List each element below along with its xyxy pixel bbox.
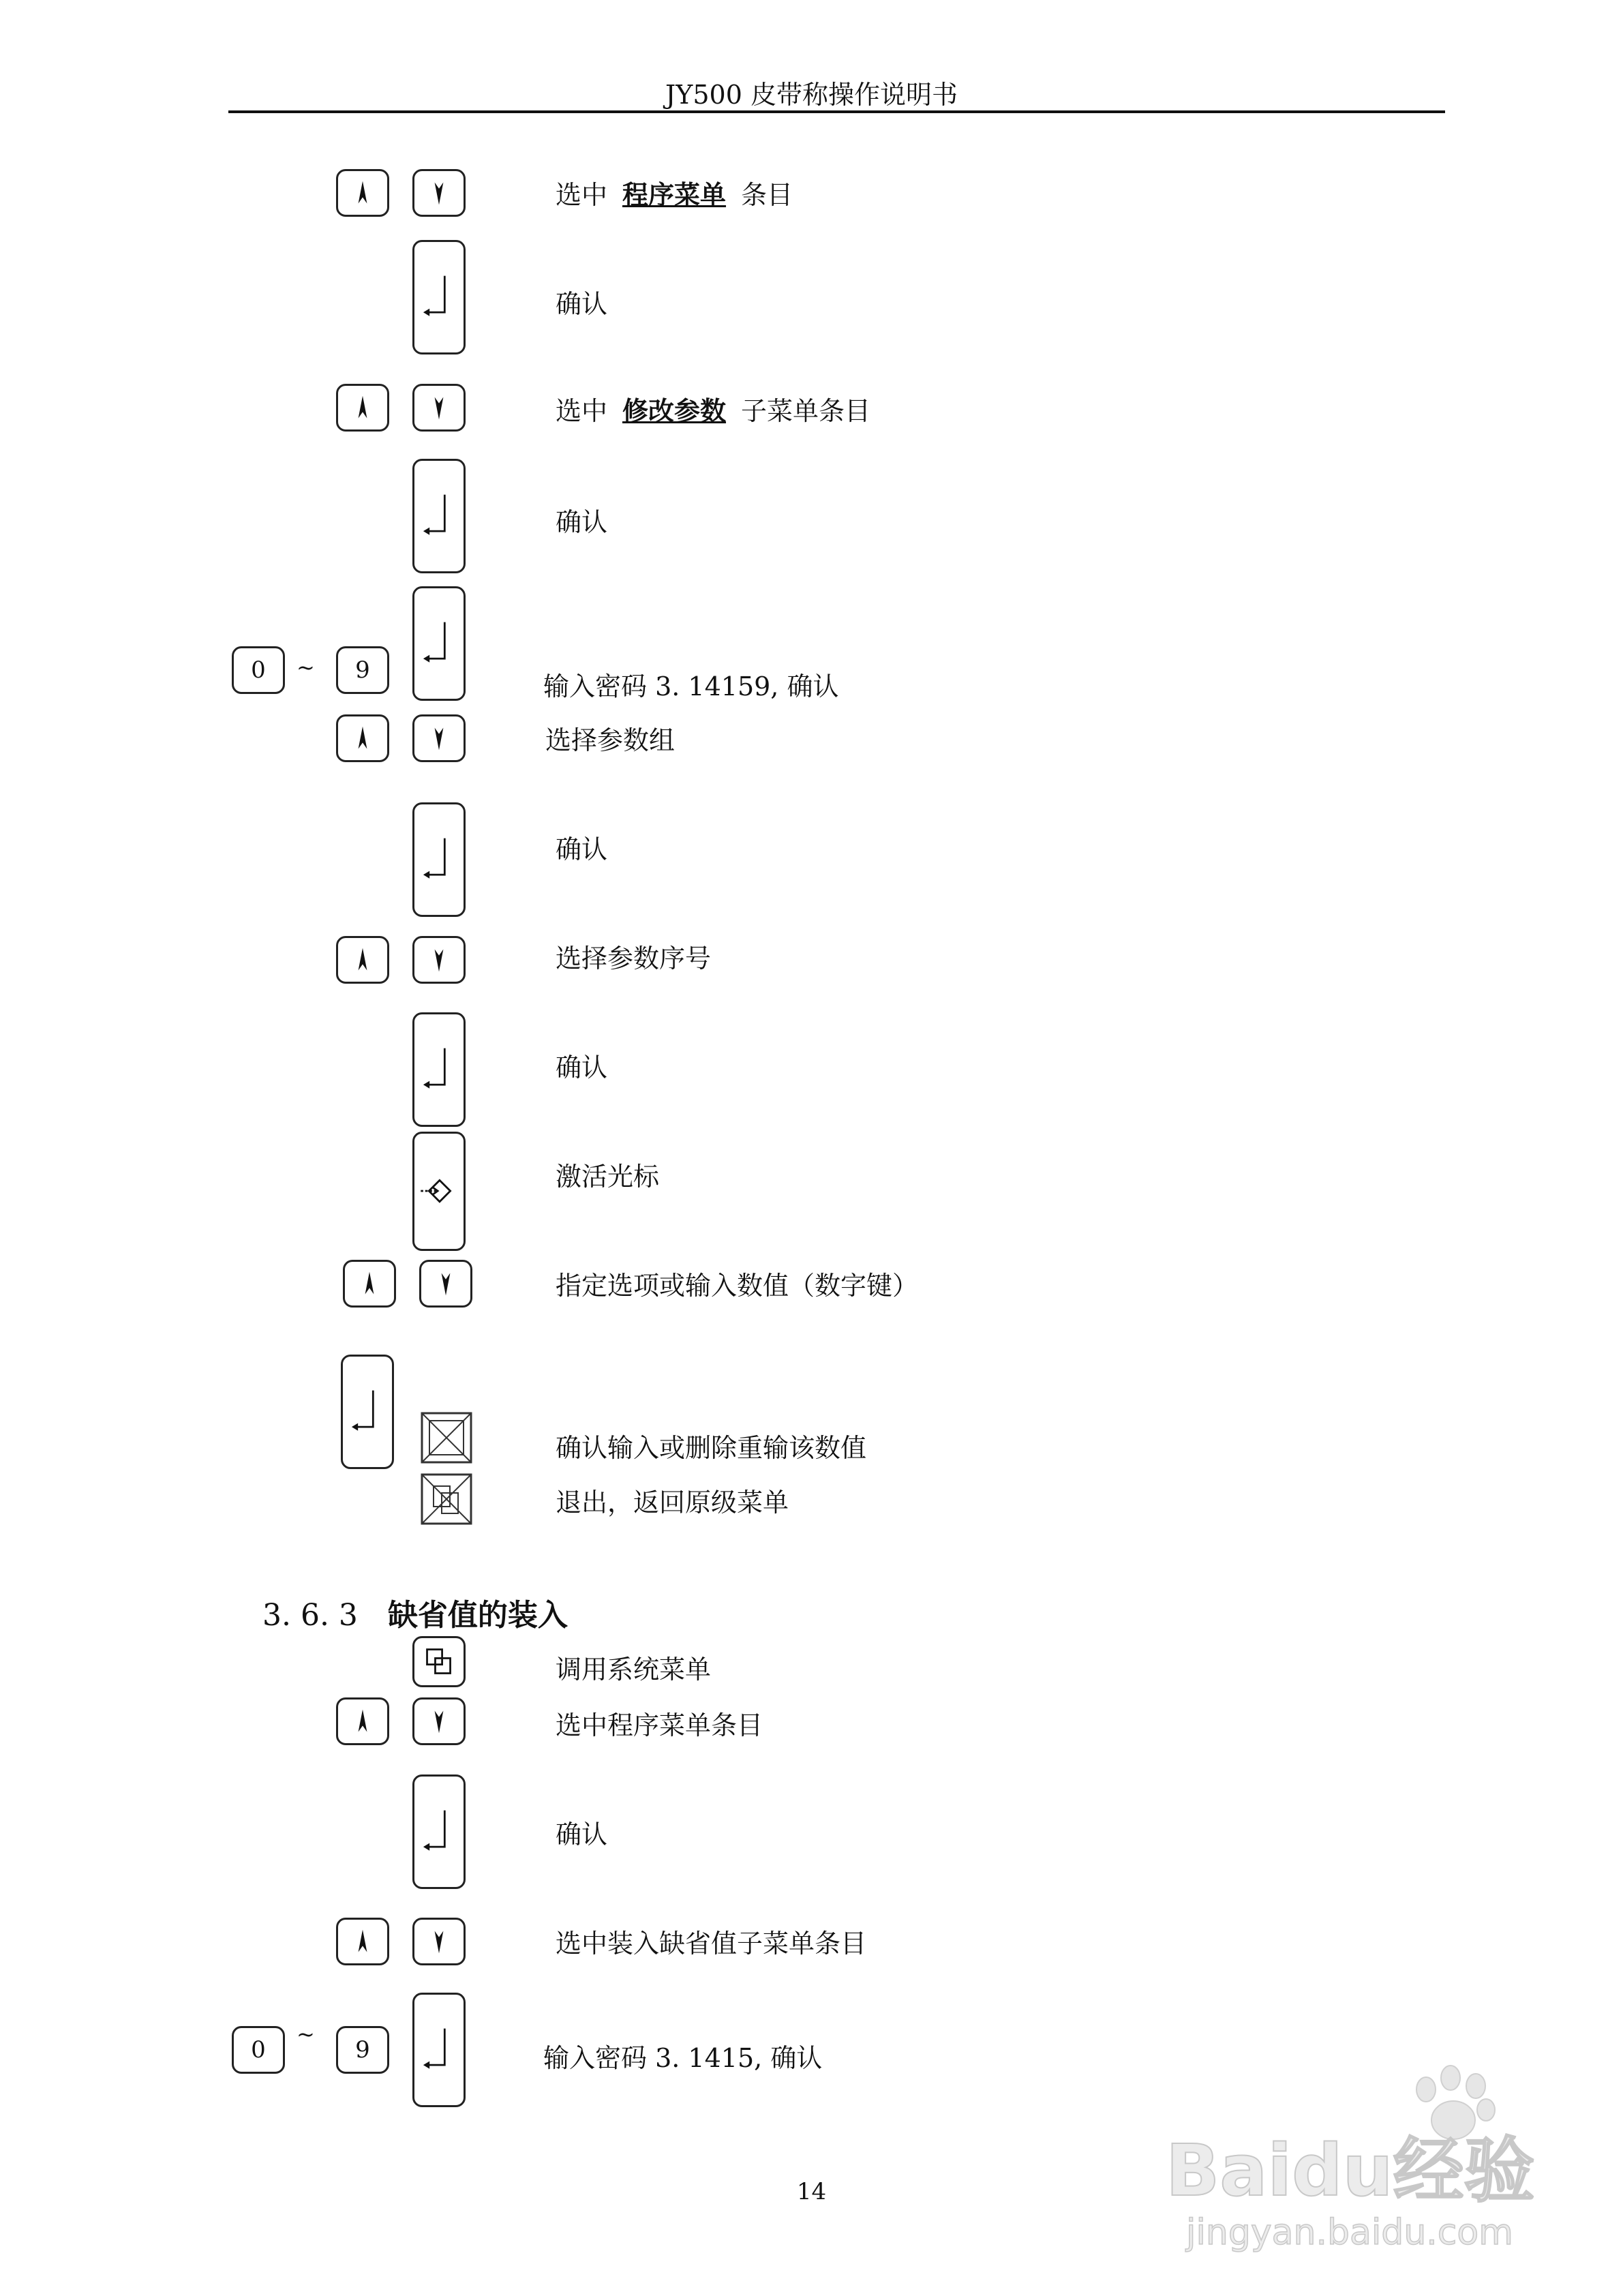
down-arrow-key[interactable] — [412, 1697, 466, 1745]
up-arrow-icon — [338, 938, 387, 982]
watermark-url: jingyan.baidu.com — [1186, 2212, 1513, 2253]
page-number: 14 — [796, 2178, 827, 2205]
enter-icon — [414, 1014, 464, 1125]
up-arrow-key[interactable] — [336, 384, 389, 432]
down-arrow-key[interactable] — [412, 936, 466, 984]
header-title: JY500 皮带称操作说明书 — [665, 80, 958, 110]
up-arrow-key[interactable] — [336, 1697, 389, 1745]
step-label: 选中 程序菜单 条目 — [556, 179, 793, 210]
section-heading — [262, 1590, 568, 1634]
up-arrow-key[interactable] — [336, 1918, 389, 1965]
up-arrow-icon — [338, 386, 387, 429]
section-number: 3. 6. 3 — [262, 1598, 358, 1633]
step-label: 退出，返回原级菜单 — [556, 1487, 789, 1517]
down-arrow-icon — [414, 716, 464, 760]
enter-key[interactable] — [412, 240, 466, 354]
step-label: 输入密码 3. 14159, 确认 — [543, 671, 839, 701]
enter-key[interactable] — [341, 1355, 394, 1469]
enter-key[interactable] — [412, 586, 466, 701]
up-arrow-key[interactable] — [343, 1260, 396, 1308]
digit-zero-key[interactable]: 0 — [232, 2026, 285, 2074]
diamond-cursor-icon — [414, 1134, 464, 1249]
delete-key-icon[interactable] — [420, 1411, 473, 1464]
watermark-logo — [1159, 2052, 1541, 2256]
enter-icon — [414, 461, 464, 571]
exit-key-icon[interactable] — [420, 1472, 473, 1526]
enter-icon — [414, 242, 464, 352]
down-arrow-icon — [414, 171, 464, 215]
up-arrow-icon — [338, 1700, 387, 1743]
up-arrow-icon — [338, 716, 387, 760]
enter-key[interactable] — [412, 802, 466, 917]
enter-icon — [343, 1357, 392, 1467]
digit-nine-key[interactable]: 9 — [336, 646, 389, 694]
step-label: 确认 — [556, 834, 608, 864]
watermark-brand: Baidu经验 — [1166, 2129, 1535, 2212]
step-label: 确认输入或删除重输该数值 — [556, 1433, 867, 1463]
baidu-jingyan-watermark — [1159, 2052, 1541, 2256]
header-rule — [228, 110, 1445, 113]
up-arrow-key[interactable] — [336, 936, 389, 984]
enter-icon — [414, 804, 464, 915]
up-arrow-key[interactable] — [336, 169, 389, 217]
down-arrow-key[interactable] — [412, 384, 466, 432]
step-label: 激活光标 — [556, 1162, 660, 1192]
down-arrow-icon — [414, 386, 464, 429]
step-label: 选择参数组 — [545, 725, 676, 755]
step-label: 选中程序菜单条目 — [556, 1710, 763, 1740]
system-menu-key[interactable] — [412, 1636, 466, 1687]
down-arrow-key[interactable] — [412, 169, 466, 217]
step-label: 指定选项或输入数值（数字键） — [556, 1271, 919, 1301]
step-label: 选中装入缺省值子菜单条目 — [556, 1929, 867, 1959]
enter-key[interactable] — [412, 1774, 466, 1889]
up-arrow-icon — [338, 1920, 387, 1963]
step-label: 确认 — [556, 1819, 608, 1849]
enter-key[interactable] — [412, 1012, 466, 1127]
step-label: 选择参数序号 — [556, 943, 712, 973]
up-arrow-icon — [345, 1262, 394, 1305]
step-label: 选中 修改参数 子菜单条目 — [556, 395, 871, 426]
step-label: 确认 — [556, 289, 608, 319]
down-arrow-key[interactable] — [419, 1260, 472, 1308]
down-arrow-key[interactable] — [412, 714, 466, 762]
step-label: 确认 — [556, 1053, 608, 1083]
step-label: 确认 — [556, 507, 608, 537]
down-arrow-icon — [414, 1920, 464, 1963]
section-title: 缺省值的装入 — [387, 1598, 568, 1633]
digit-nine-key[interactable]: 9 — [336, 2026, 389, 2074]
enter-icon — [414, 1995, 464, 2105]
enter-key[interactable] — [412, 1993, 466, 2107]
enter-key[interactable] — [412, 459, 466, 573]
overlap-squares-icon — [414, 1638, 464, 1685]
up-arrow-icon — [338, 171, 387, 215]
cursor-key[interactable] — [412, 1132, 466, 1251]
enter-icon — [414, 588, 464, 699]
down-arrow-icon — [414, 938, 464, 982]
step-label: 输入密码 3. 1415, 确认 — [543, 2043, 823, 2073]
enter-icon — [414, 1777, 464, 1887]
down-arrow-icon — [414, 1700, 464, 1743]
step-label: 调用系统菜单 — [556, 1655, 712, 1685]
range-tilde: ~ — [297, 654, 315, 680]
down-arrow-key[interactable] — [412, 1918, 466, 1965]
down-arrow-icon — [421, 1262, 470, 1305]
digit-zero-key[interactable]: 0 — [232, 646, 285, 694]
range-tilde: ~ — [297, 2021, 315, 2047]
up-arrow-key[interactable] — [336, 714, 389, 762]
